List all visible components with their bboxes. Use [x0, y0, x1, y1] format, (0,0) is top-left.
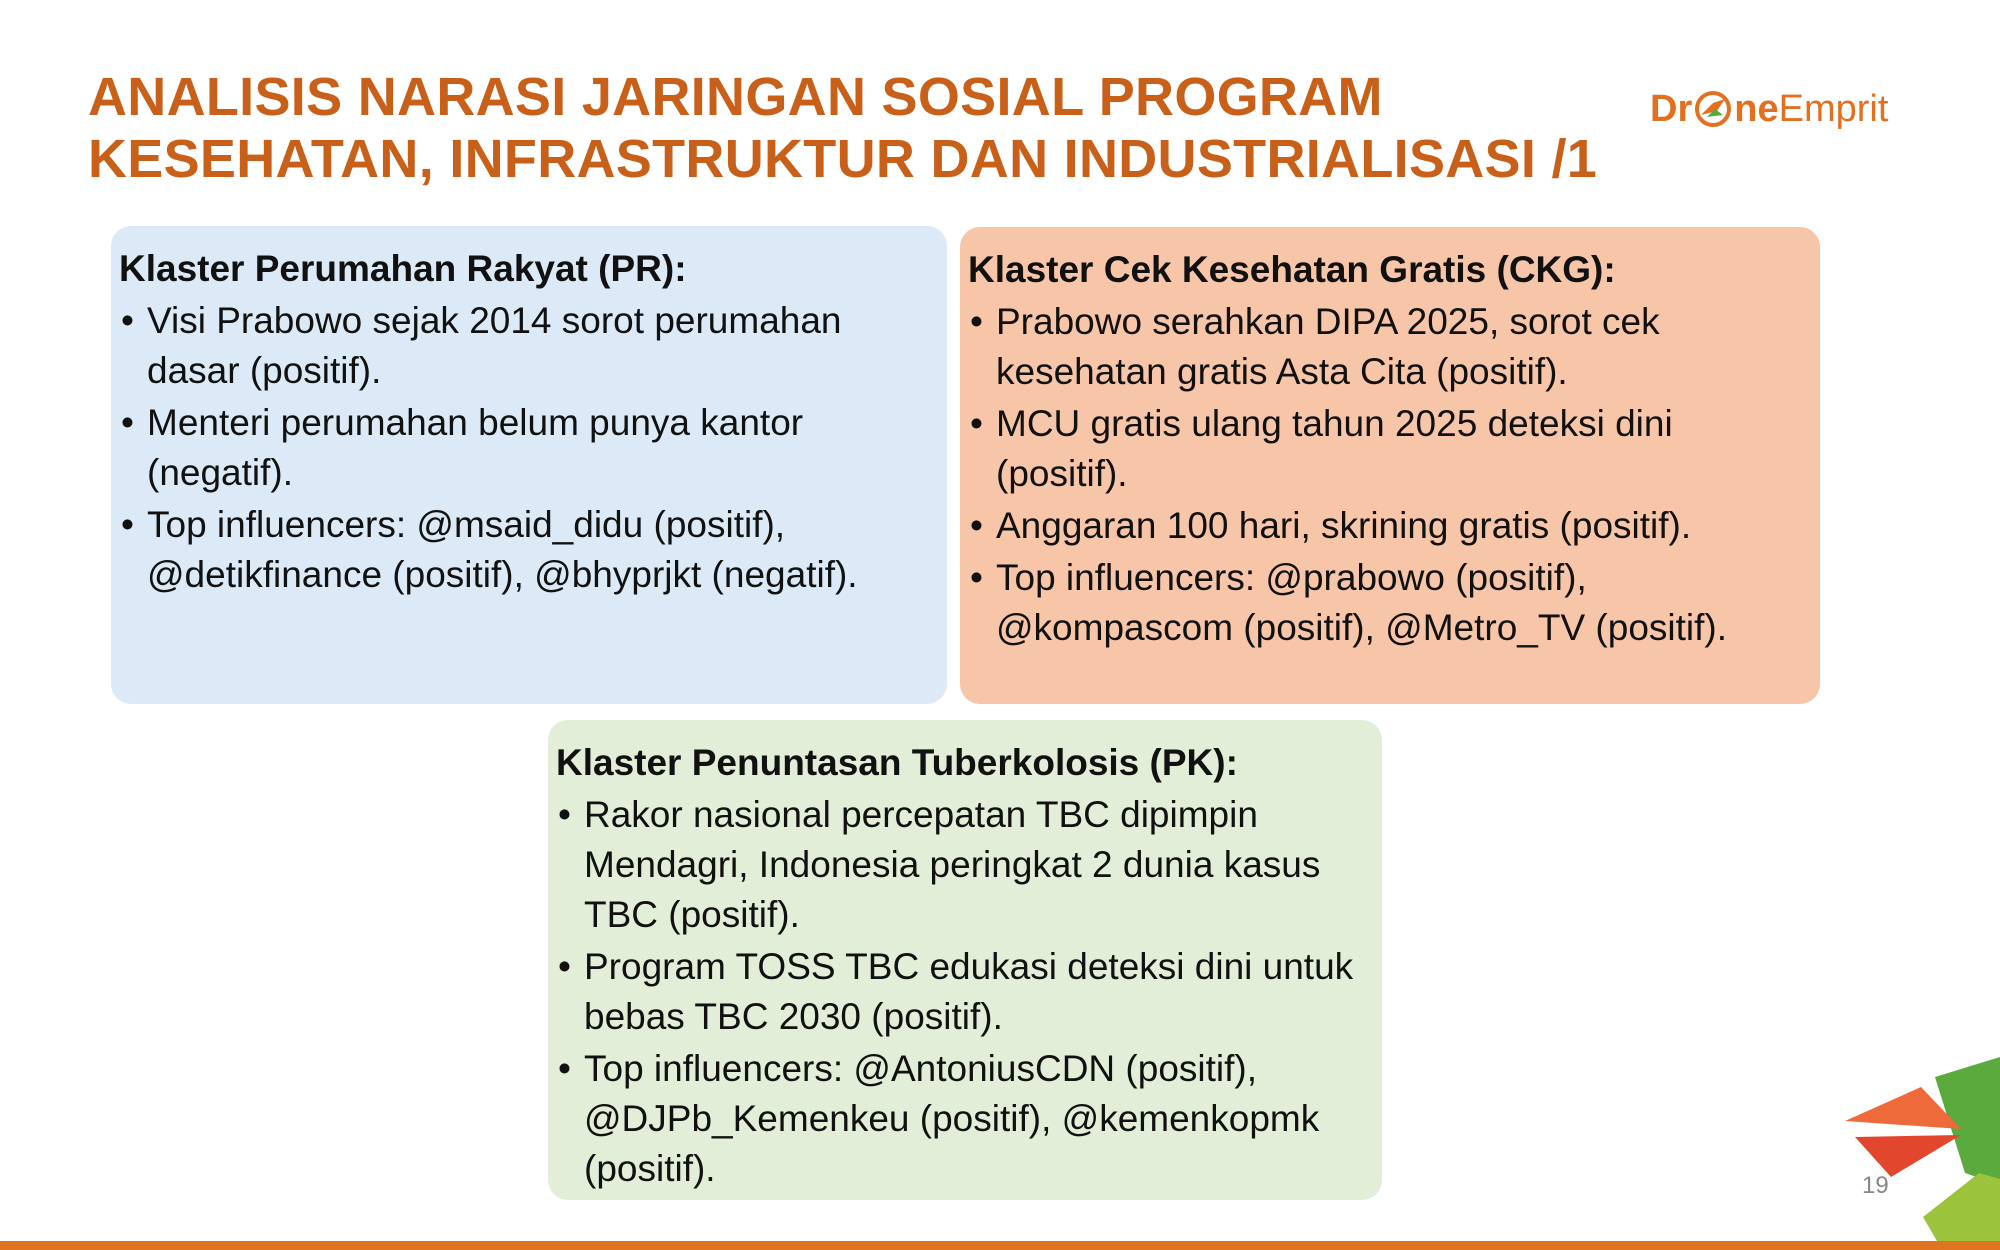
logo-text-end: Emprit: [1778, 87, 1889, 130]
cluster-card-pr: [111, 226, 947, 704]
cluster-card-pk: [548, 720, 1382, 1200]
cluster-bullet: • Menteri perumahan belum punya kantor (negatif).: [119, 398, 933, 498]
cluster-bullet: • Rakor nasional percepatan TBC dipimpin Mendagri, Indonesia peringkat 2 dunia kasus TBC (positif).: [556, 790, 1368, 940]
cluster-bullet: • Program TOSS TBC edukasi deteksi dini untuk bebas TBC 2030 (positif).: [556, 942, 1368, 1042]
cluster-bullet-list: [556, 790, 1368, 1194]
cluster-bullet: • Visi Prabowo sejak 2014 sorot perumahan dasar (positif).: [119, 296, 933, 396]
cluster-heading: Klaster Penuntasan Tuberkolosis (PK):: [556, 742, 1238, 783]
cluster-bullet: • Top influencers: @AntoniusCDN (positif), @DJPb_Kemenkeu (positif), @kemenkopmk (positif).: [556, 1044, 1368, 1194]
cluster-bullet: • Top influencers: @prabowo (positif), @kompascom (positif), @Metro_TV (positif).: [968, 553, 1806, 653]
logo-text-start: Dr: [1650, 87, 1693, 130]
deco-shape-lime: [1923, 1173, 2000, 1241]
logo-text-middle: ne: [1734, 87, 1779, 130]
slide-title-line-2: KESEHATAN, INFRASTRUKTUR DAN INDUSTRIALISASI /1: [88, 129, 1598, 189]
decorative-corner-shapes: [1845, 1055, 2000, 1241]
cluster-heading: Klaster Perumahan Rakyat (PR):: [119, 248, 687, 289]
cluster-bullet: • MCU gratis ulang tahun 2025 deteksi dini (positif).: [968, 399, 1806, 499]
drone-emprit-logo: [1650, 74, 1920, 144]
bottom-accent-bar: [0, 1241, 2000, 1250]
cluster-card-ckg: [960, 227, 1820, 704]
page-number: 19: [1862, 1172, 1889, 1199]
cluster-bullet-list: [119, 296, 933, 600]
slide-title: [88, 66, 1648, 190]
cluster-heading: Klaster Cek Kesehatan Gratis (CKG):: [968, 249, 1616, 290]
drone-icon: [1693, 89, 1733, 129]
slide-title-line-1: ANALISIS NARASI JARINGAN SOSIAL PROGRAM: [88, 67, 1383, 127]
cluster-bullet: • Top influencers: @msaid_didu (positif), @detikfinance (positif), @bhyprjkt (negatif).: [119, 500, 933, 600]
cluster-bullet: • Anggaran 100 hari, skrining gratis (positif).: [968, 501, 1806, 551]
cluster-bullet-list: [968, 297, 1806, 653]
cluster-bullet: • Prabowo serahkan DIPA 2025, sorot cek kesehatan gratis Asta Cita (positif).: [968, 297, 1806, 397]
deco-shape-red: [1855, 1135, 1961, 1177]
